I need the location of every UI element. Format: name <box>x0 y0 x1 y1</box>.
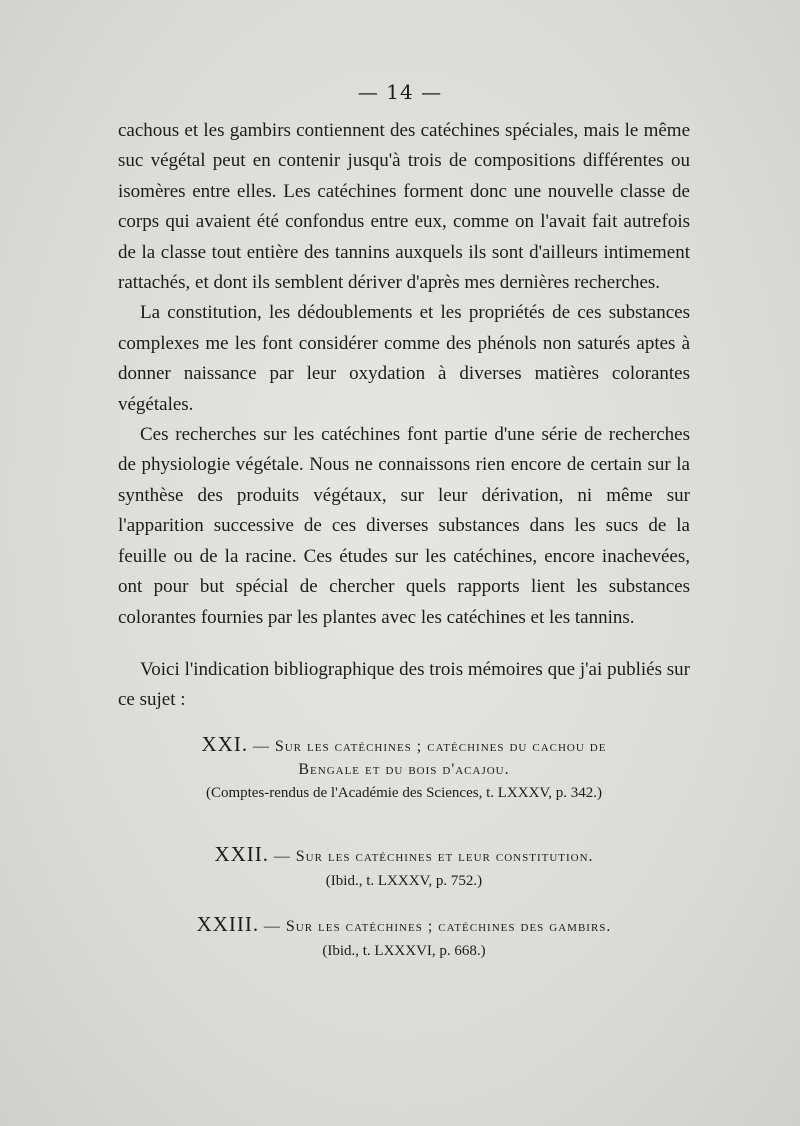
entry-title: — Sur les catéchines ; catéchines du cachou de <box>252 738 607 755</box>
entry-number: XXIII. <box>196 912 260 936</box>
bibliography-entry <box>118 842 690 890</box>
paragraph: Ces recherches sur les catéchines font partie d'une série de recherches de physiologie végétale. Nous ne connaissons rien encore de certain sur la synthèse des produits végétaux, sur leur dérivation, ni même sur l'apparition successive de ces diverses substances dans les sucs de la feuille ou de la racine. Ces études sur les catéchines, encore inachevées, ont pour but spécial de chercher quels rapports lient les substances colorantes fournies par les plantes avec les catéchines et les tannins. <box>118 424 690 628</box>
paragraph: cachous et les gambirs contiennent des catéchines spéciales, mais le même suc végétal peut en contenir jusqu'à trois de compositions différentes ou isomères entre elles. Les catéchines forment donc une nouvelle classe de corps qui avaient été confondus entre eux, comme on l'avait fait autrefois de la classe tout entière des tannins auxquels ils sont d'ailleurs intimement rattachés, et dont ils semblent dériver d'après mes dernières recherches. <box>118 120 690 294</box>
entry-title: — Sur les catéchines ; catéchines des gambirs. <box>263 918 612 935</box>
entry-source: (Ibid., t. LXXXVI, p. 668.) <box>322 943 486 959</box>
entry-source: (Comptes-rendus de l'Académie des Sciences, t. LXXXV, p. 342.) <box>205 785 603 801</box>
bibliography-entry <box>118 912 690 960</box>
entry-title-continued: Bengale et du bois d'acajou. <box>298 761 510 778</box>
bibliography-entry <box>118 732 690 802</box>
entry-source: (Ibid., t. LXXXV, p. 752.) <box>325 873 483 889</box>
entry-number: XXI. <box>201 732 249 756</box>
paragraph: La constitution, les dédoublements et les propriétés de ces substances complexes me les font considérer comme des phénols non saturés aptes à donner naissance par leur oxydation à diverses matières colorantes végétales. <box>118 302 690 415</box>
paragraph: Voici l'indication bibliographique des trois mémoires que j'ai publiés sur ce sujet : <box>118 658 690 711</box>
body-text <box>118 116 690 716</box>
page-number: — 14 — <box>357 80 443 104</box>
entry-number: XXII. <box>214 842 270 866</box>
entry-title: — Sur les catéchines et leur constitution. <box>273 848 594 865</box>
